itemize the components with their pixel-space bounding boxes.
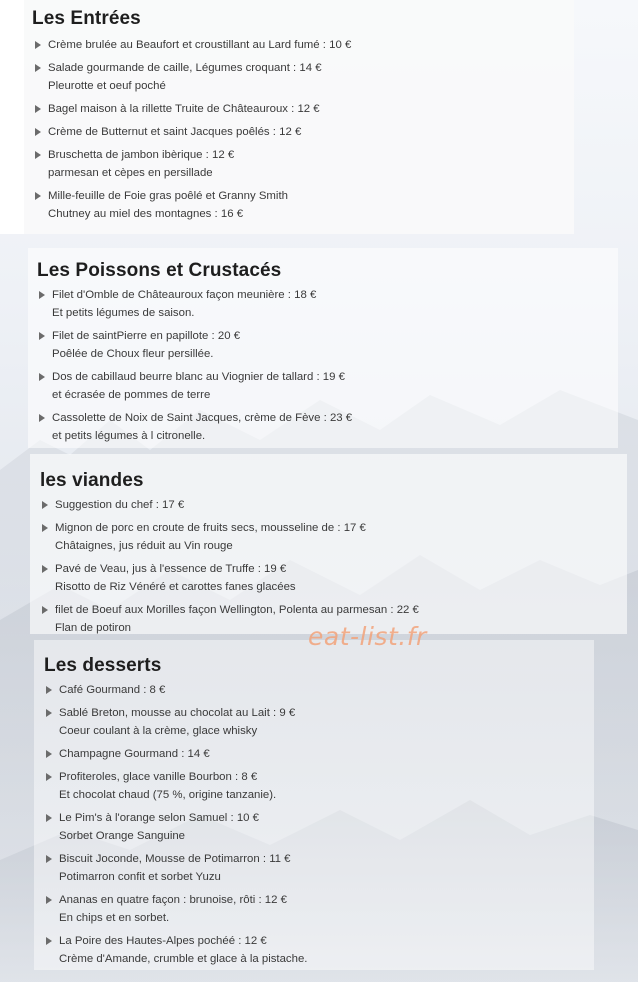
item-sub: Poêlée de Choux fleur persillée. bbox=[52, 348, 214, 360]
menu-list bbox=[39, 286, 352, 445]
menu-item bbox=[46, 704, 307, 740]
arrow-right-icon bbox=[46, 773, 52, 781]
arrow-right-icon bbox=[35, 151, 41, 159]
arrow-right-icon bbox=[46, 937, 52, 945]
item-sub: Chutney au miel des montagnes : 16 € bbox=[48, 208, 244, 220]
item-sub: Et petits légumes de saison. bbox=[52, 307, 195, 319]
menu-item bbox=[35, 36, 351, 54]
arrow-right-icon bbox=[39, 332, 45, 340]
item-line: Filet de saintPierre en papillote : 20 € bbox=[52, 330, 241, 342]
arrow-right-icon bbox=[42, 524, 48, 532]
arrow-right-icon bbox=[35, 192, 41, 200]
arrow-right-icon bbox=[35, 105, 41, 113]
arrow-right-icon bbox=[42, 501, 48, 509]
arrow-right-icon bbox=[35, 128, 41, 136]
item-sub: Potimarron confit et sorbet Yuzu bbox=[59, 871, 221, 883]
menu-list bbox=[46, 681, 307, 968]
menu-item bbox=[46, 850, 307, 886]
menu-list bbox=[42, 496, 419, 637]
item-line: Filet d'Omble de Châteauroux façon meunière : 18 € bbox=[52, 289, 317, 301]
menu-item bbox=[42, 519, 419, 555]
section-title: Les Entrées bbox=[32, 8, 141, 29]
section-viandes bbox=[40, 470, 419, 642]
menu-item bbox=[35, 123, 351, 141]
item-line: filet de Boeuf aux Morilles façon Wellington, Polenta au parmesan : 22 € bbox=[55, 604, 419, 616]
menu-item bbox=[42, 496, 419, 514]
menu-item bbox=[35, 59, 351, 95]
menu-item bbox=[39, 368, 352, 404]
menu-item bbox=[46, 745, 307, 763]
watermark: eat-list.fr bbox=[308, 622, 427, 651]
arrow-right-icon bbox=[35, 41, 41, 49]
arrow-right-icon bbox=[46, 855, 52, 863]
item-line: Bruschetta de jambon ibèrique : 12 € bbox=[48, 149, 235, 161]
arrow-right-icon bbox=[46, 896, 52, 904]
item-line: Sablé Breton, mousse au chocolat au Lait : 9 € bbox=[59, 707, 296, 719]
item-sub: Crème d'Amande, crumble et glace à la pistache. bbox=[59, 953, 308, 965]
item-sub: En chips et en sorbet. bbox=[59, 912, 170, 924]
item-line: Dos de cabillaud beurre blanc au Viognier de tallard : 19 € bbox=[52, 371, 345, 383]
section-desserts bbox=[44, 655, 307, 973]
arrow-right-icon bbox=[46, 686, 52, 694]
arrow-right-icon bbox=[42, 606, 48, 614]
item-line: Le Pim's à l'orange selon Samuel : 10 € bbox=[59, 812, 260, 824]
item-line: Ananas en quatre façon : brunoise, rôti : 12 € bbox=[59, 894, 287, 906]
item-sub: et petits légumes à l citronelle. bbox=[52, 430, 206, 442]
menu-item bbox=[35, 187, 351, 223]
menu-item bbox=[35, 146, 351, 182]
menu-item bbox=[42, 560, 419, 596]
menu-item bbox=[35, 100, 351, 118]
section-title: Les Poissons et Crustacés bbox=[37, 260, 282, 281]
arrow-right-icon bbox=[46, 709, 52, 717]
item-line: Pavé de Veau, jus à l'essence de Truffe : 19 € bbox=[55, 563, 287, 575]
section-title: les viandes bbox=[40, 470, 144, 491]
left-margin bbox=[0, 0, 24, 234]
arrow-right-icon bbox=[46, 814, 52, 822]
item-line: Café Gourmand : 8 € bbox=[59, 684, 166, 696]
menu-item bbox=[39, 327, 352, 363]
item-line: Crème de Butternut et saint Jacques poêlés : 12 € bbox=[48, 126, 302, 138]
item-sub: et écrasée de pommes de terre bbox=[52, 389, 211, 401]
item-line: La Poire des Hautes-Alpes pochéé : 12 € bbox=[59, 935, 267, 947]
item-sub: Châtaignes, jus réduit au Vin rouge bbox=[55, 540, 233, 552]
arrow-right-icon bbox=[35, 64, 41, 72]
item-line: Biscuit Joconde, Mousse de Potimarron : 11 € bbox=[59, 853, 291, 865]
item-sub: parmesan et cèpes en persillade bbox=[48, 167, 213, 179]
arrow-right-icon bbox=[39, 291, 45, 299]
item-line: Crème brulée au Beaufort et croustillant au Lard fumé : 10 € bbox=[48, 39, 352, 51]
arrow-right-icon bbox=[46, 750, 52, 758]
arrow-right-icon bbox=[42, 565, 48, 573]
menu-item bbox=[39, 286, 352, 322]
item-line: Cassolette de Noix de Saint Jacques, crème de Fève : 23 € bbox=[52, 412, 353, 424]
section-entrees bbox=[32, 8, 351, 228]
menu-item bbox=[46, 681, 307, 699]
menu-item bbox=[46, 809, 307, 845]
menu-item bbox=[46, 891, 307, 927]
item-line: Salade gourmande de caille, Légumes croquant : 14 € bbox=[48, 62, 322, 74]
item-line: Champagne Gourmand : 14 € bbox=[59, 748, 210, 760]
arrow-right-icon bbox=[39, 414, 45, 422]
menu-item bbox=[46, 768, 307, 804]
item-line: Suggestion du chef : 17 € bbox=[55, 499, 185, 511]
item-line: Mignon de porc en croute de fruits secs, mousseline de : 17 € bbox=[55, 522, 366, 534]
item-line: Profiteroles, glace vanille Bourbon : 8 € bbox=[59, 771, 258, 783]
menu-item bbox=[39, 409, 352, 445]
item-sub: Risotto de Riz Vénéré et carottes fanes glacées bbox=[55, 581, 296, 593]
item-sub: Pleurotte et oeuf poché bbox=[48, 80, 166, 92]
item-sub: Et chocolat chaud (75 %, origine tanzanie). bbox=[59, 789, 277, 801]
item-line: Bagel maison à la rillette Truite de Châteauroux : 12 € bbox=[48, 103, 320, 115]
arrow-right-icon bbox=[39, 373, 45, 381]
section-poissons bbox=[37, 260, 352, 450]
section-title: Les desserts bbox=[44, 655, 162, 676]
menu-item bbox=[46, 932, 307, 968]
item-sub: Flan de potiron bbox=[55, 622, 131, 634]
menu-list bbox=[35, 36, 351, 223]
item-sub: Sorbet Orange Sanguine bbox=[59, 830, 186, 842]
item-line: Mille-feuille de Foie gras poêlé et Granny Smith bbox=[48, 190, 288, 202]
item-sub: Coeur coulant à la crème, glace whisky bbox=[59, 725, 258, 737]
